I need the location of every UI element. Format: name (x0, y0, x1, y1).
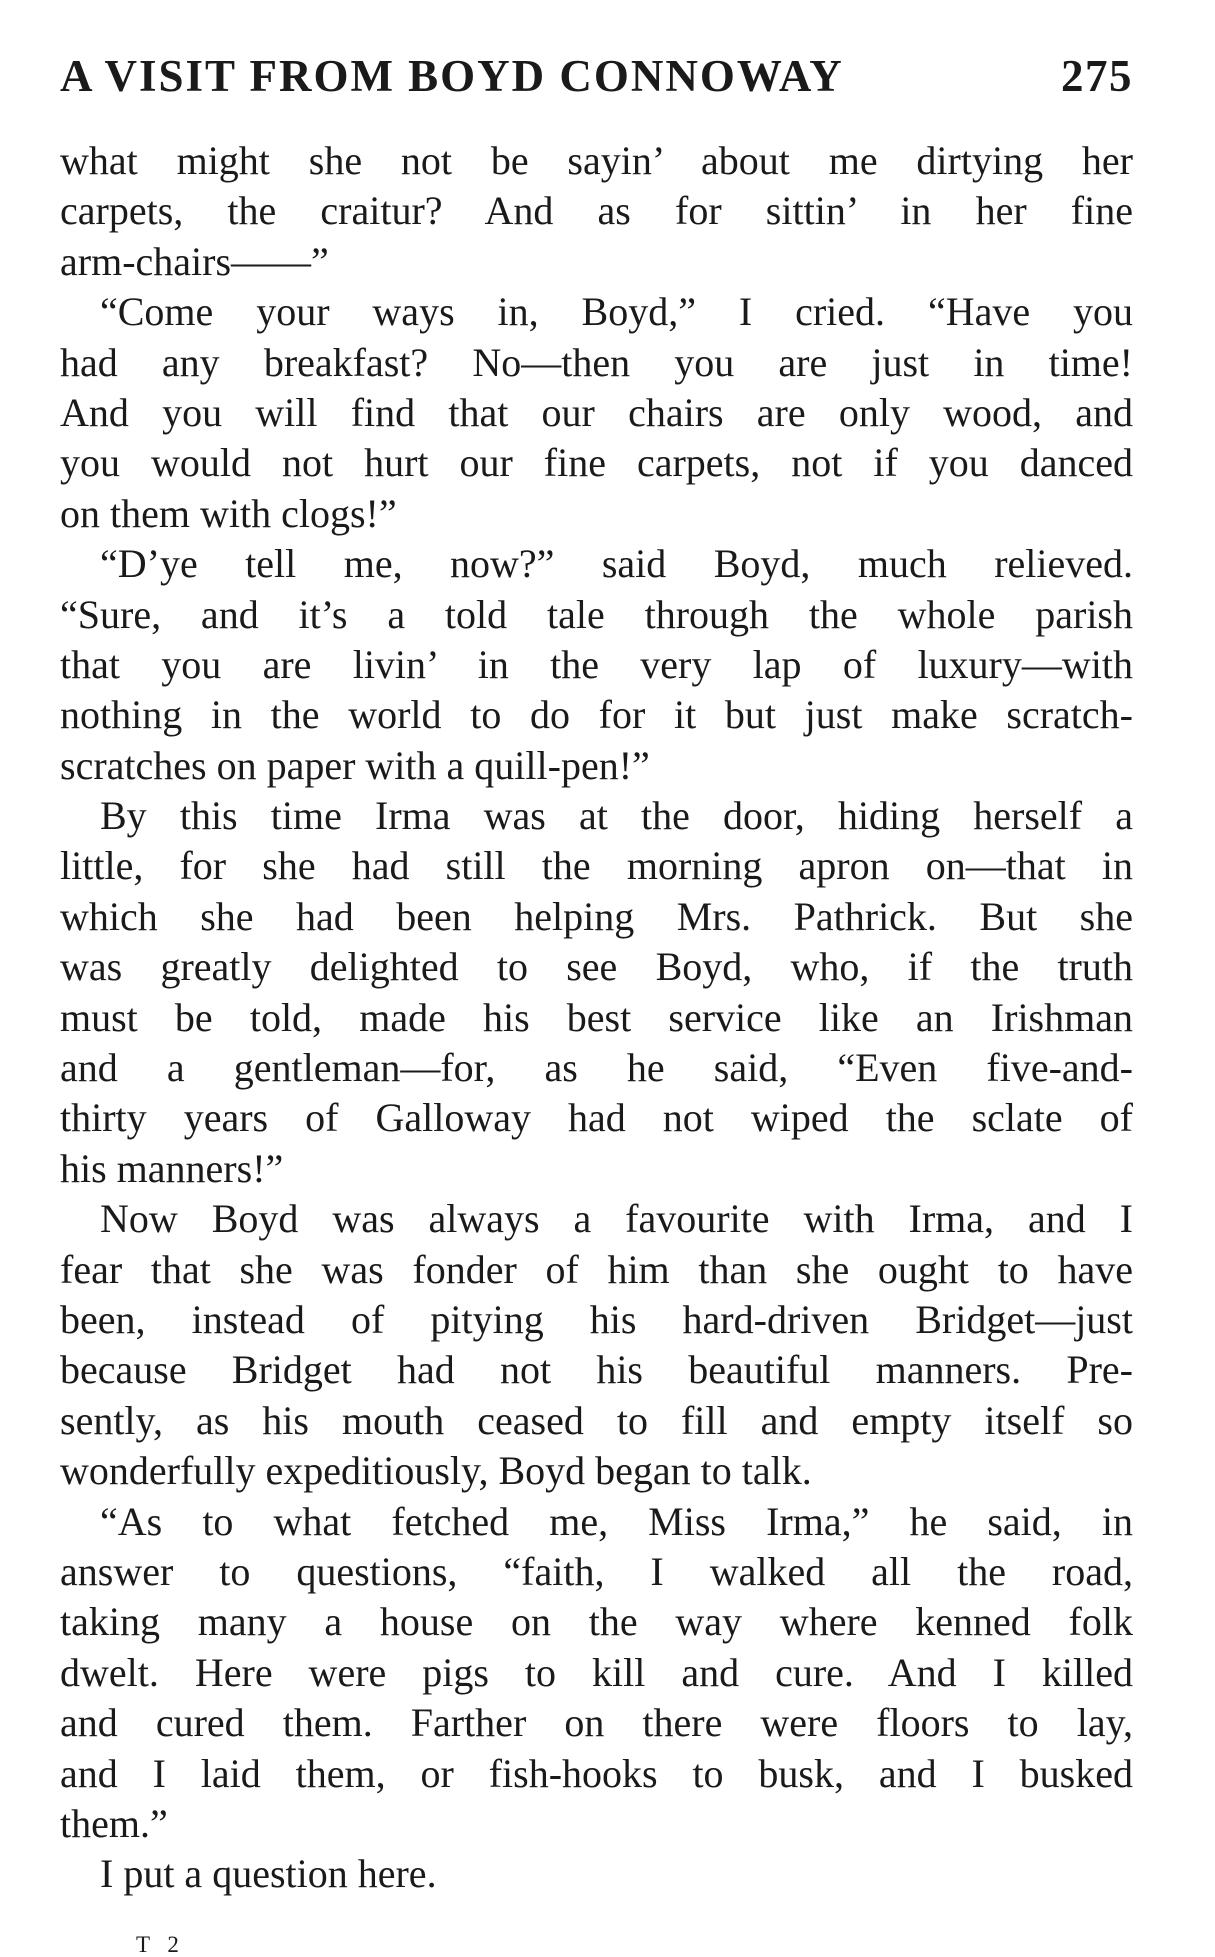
text-line: must be told, made his best service like an Irishman (60, 994, 1133, 1040)
text-line: answer to questions, “faith, I walked all the road, (60, 1548, 1133, 1594)
text-line: wonderfully expeditiously, Boyd began to talk. (60, 1448, 812, 1494)
text-line: fear that she was fonder of him than she ought to have (60, 1246, 1133, 1292)
signature-mark: T 2 (136, 1932, 185, 1957)
page-number: 275 (1061, 51, 1133, 101)
text-line: carpets, the craitur? And as for sittin’ in her fine (60, 188, 1133, 234)
text-line: his manners!” (60, 1145, 284, 1191)
text-line: “Come your ways in, Boyd,” I cried. “Have you (100, 289, 1133, 335)
text-line: scratches on paper with a quill-pen!” (60, 742, 650, 788)
text-line: had any breakfast? No—then you are just in time! (60, 339, 1133, 385)
chapter-title: A VISIT FROM BOYD CONNOWAY (60, 51, 844, 101)
text-line: sently, as his mouth ceased to fill and empty itself so (60, 1397, 1133, 1443)
text-line: and I laid them, or fish-hooks to busk, and I busked (60, 1750, 1133, 1796)
text-line: “D’ye tell me, now?” said Boyd, much relieved. (100, 541, 1133, 587)
text-line: “Sure, and it’s a told tale through the whole parish (60, 591, 1133, 637)
text-line: on them with clogs!” (60, 490, 397, 536)
text-line: taking many a house on the way where kenned folk (60, 1599, 1133, 1645)
text-line: arm-chairs——” (60, 238, 329, 284)
running-head (60, 50, 1133, 102)
text-line: By this time Irma was at the door, hiding herself a (100, 793, 1133, 839)
text-line: “As to what fetched me, Miss Irma,” he said, in (100, 1498, 1133, 1544)
text-line: them.” (60, 1800, 168, 1846)
text-line: been, instead of pitying his hard-driven Bridget—just (60, 1296, 1133, 1342)
text-line: I put a question here. (100, 1851, 437, 1897)
text-line: thirty years of Galloway had not wiped the sclate of (60, 1095, 1133, 1141)
text-line: that you are livin’ in the very lap of luxury—with (60, 641, 1133, 687)
text-line: and cured them. Farther on there were floors to lay, (60, 1700, 1133, 1746)
text-line: dwelt. Here were pigs to kill and cure. And I killed (60, 1649, 1133, 1695)
text-line: which she had been helping Mrs. Pathrick. But she (60, 893, 1133, 939)
book-page (60, 0, 1133, 1957)
body-text (60, 136, 1133, 1900)
text-line: because Bridget had not his beautiful manners. Pre- (60, 1347, 1133, 1393)
text-line: what might she not be sayin’ about me dirtying her (60, 138, 1133, 183)
text-line: nothing in the world to do for it but just make scratch- (60, 692, 1133, 738)
text-line: Now Boyd was always a favourite with Irma, and I (100, 1196, 1133, 1242)
text-line: was greatly delighted to see Boyd, who, if the truth (60, 944, 1133, 990)
text-line: and a gentleman—for, as he said, “Even five-and- (60, 1045, 1133, 1091)
text-line: you would not hurt our fine carpets, not if you danced (60, 440, 1133, 486)
text-line: And you will find that our chairs are only wood, and (60, 389, 1133, 435)
text-line: little, for she had still the morning apron on—that in (60, 843, 1133, 889)
